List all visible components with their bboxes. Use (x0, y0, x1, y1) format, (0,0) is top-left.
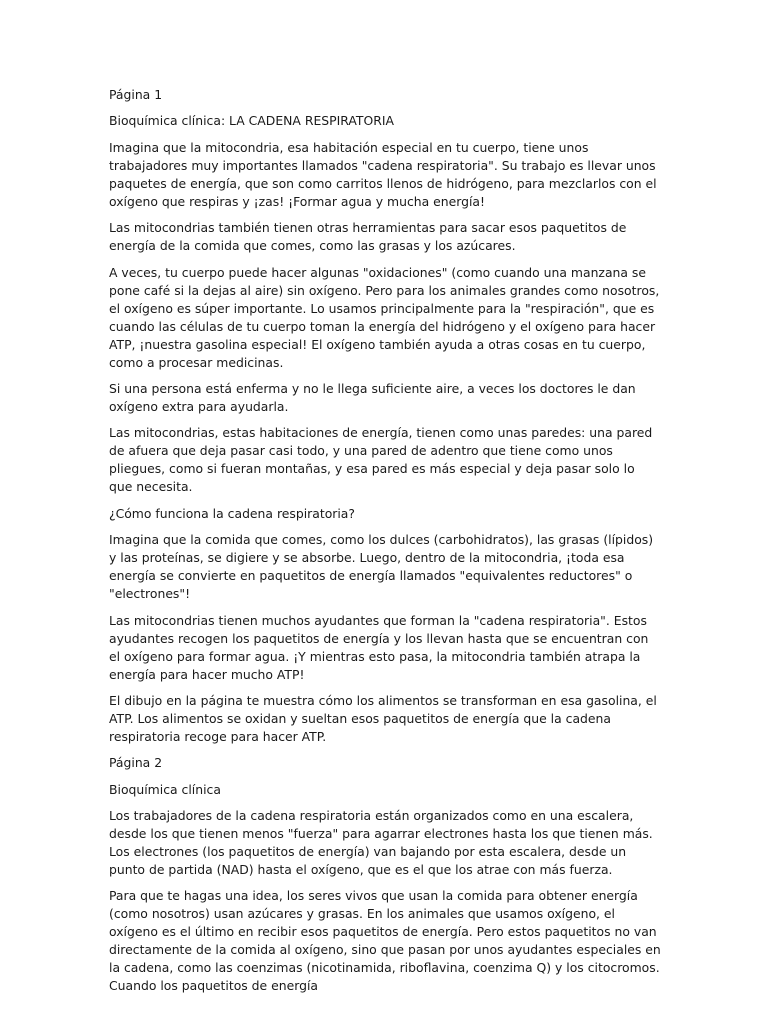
paragraph: Imagina que la comida que comes, como los dulces (carbohidratos), las grasas (lípidos) y las proteínas, se digiere y se absorbe. Luego, dentro de la mitocondria, ¡toda esa energía se convierte en paquetitos de energía llamados "equivalentes reductores" o "electrones"! (109, 532, 654, 602)
page-label: Página 2 (109, 755, 163, 771)
paragraph: Para que te hagas una idea, los seres vivos que usan la comida para obtener energía (como nosotros) usan azúcares y grasas. En los animales que usamos oxígeno, el oxígeno es el último en recibir esos paquetitos de energía. Pero estos paquetitos no van directamente de la comida al oxígeno, sino que pasan por unos ayudantes especiales en la cadena, como las coenzimas (nicotinamida, riboflavina, coenzima Q) y los citocromos. Cuando los paquetitos de energía (109, 888, 661, 994)
document-page (109, 86, 661, 1004)
paragraph: Si una persona está enferma y no le llega suficiente aire, a veces los doctores le dan oxígeno extra para ayudarla. (109, 380, 636, 414)
page-label: Página 1 (109, 87, 163, 102)
section-heading: ¿Cómo funciona la cadena respiratoria? (109, 505, 355, 521)
paragraph: Las mitocondrias también tienen otras herramientas para sacar esos paquetitos de energía de la comida que comes, como las grasas y los azúcares. (109, 220, 627, 254)
paragraph: El dibujo en la página te muestra cómo los alimentos se transforman en esa gasolina, el ATP. Los alimentos se oxidan y sueltan esos paquetitos de energía que la cadena respiratoria recoge para hacer ATP. (109, 692, 657, 744)
paragraph: Los trabajadores de la cadena respiratoria están organizados como en una escalera, desde los que tienen menos "fuerza" para agarrar electrones hasta los que tienen más. Los electrones (los paquetitos de energía) van bajando por esta escalera, desde un punto de partida (NAD) hasta el oxígeno, que es el que los atrae con más fuerza. (109, 808, 653, 878)
paragraph: Las mitocondrias, estas habitaciones de energía, tienen como unas paredes: una pared de afuera que deja pasar casi todo, y una pared de adentro que tiene como unos pliegues, como si fueran montañas, y esa pared es más especial y deja pasar solo lo que necesita. (109, 425, 653, 495)
running-header: Bioquímica clínica (109, 781, 221, 797)
paragraph: Las mitocondrias tienen muchos ayudantes que forman la "cadena respiratoria". Estos ayudantes recogen los paquetitos de energía y los llevan hasta que se encuentran con el oxígeno para formar agua. ¡Y mientras esto pasa, la mitocondria también atrapa la energía para hacer mucho ATP! (109, 612, 649, 682)
paragraph: A veces, tu cuerpo puede hacer algunas "oxidaciones" (como cuando una manzana se pone café si la dejas al aire) sin oxígeno. Pero para los animales grandes como nosotros, el oxígeno es súper importante. Lo usamos principalmente para la "respiración", que es cuando las células de tu cuerpo toman la energía del hidrógeno y el oxígeno para hacer ATP, ¡nuestra gasolina especial! El oxígeno también ayuda a otras cosas en tu cuerpo, como a procesar medicinas. (109, 264, 660, 370)
document-title: Bioquímica clínica: LA CADENA RESPIRATORIA (109, 113, 394, 129)
paragraph: Imagina que la mitocondria, esa habitación especial en tu cuerpo, tiene unos trabajadores muy importantes llamados "cadena respiratoria". Su trabajo es llevar unos paquetes de energía, que son como carritos llenos de hidrógeno, para mezclarlos con el oxígeno que respiras y ¡zas! ¡Formar agua y mucha energía! (109, 139, 657, 209)
